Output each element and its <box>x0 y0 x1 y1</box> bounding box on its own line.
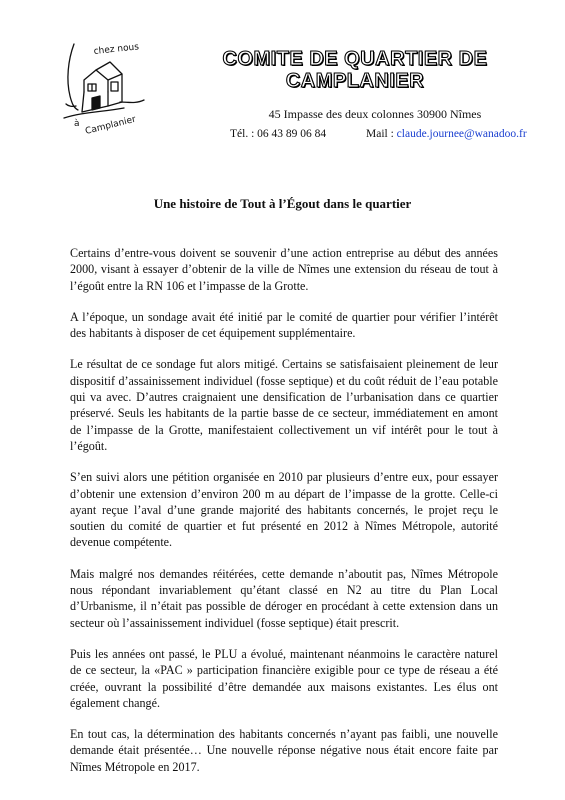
logo-text-bottom-a: à <box>74 119 80 129</box>
paragraph-4: S’en suivi alors une pétition organisée en 2010 par plusieurs d’entre eux, pour essayer d’obtenir une extension d’environ 200 m au départ de l’impasse de la grotte. Celle-ci ayant reçue l’aval d’une grande majorité des habitants concernés, le projet reçu le soutien du comité de quartier et fut présenté en 2012 à Nîmes Métropole, autorité devenue compétente. <box>70 470 498 550</box>
title-line-1: COMITE DE QUARTIER DE <box>222 48 488 70</box>
article-body <box>70 245 498 790</box>
telephone: Tél. : 06 43 89 06 84 <box>230 128 327 140</box>
article-heading: Une histoire de Tout à l’Égout dans le quartier <box>153 196 412 211</box>
mail-link[interactable]: claude.journee@wanadoo.fr <box>396 128 527 140</box>
paragraph-7: En tout cas, la détermination des habitants concernés n’ayant pas faibli, une nouvelle demande était présentée… Une nouvelle réponse négative nous était encore faite par Nîmes Métropole en 2017. <box>70 727 498 774</box>
paragraph-3: Le résultat de ce sondage fut alors mitigé. Certains se satisfaisaient pleinement de leur dispositif d’assainissement individuel (fosse septique) et du coût réduit de l’eau potable qui va avec. D’autres craignaient une densification de l’urbanisation dans ce quartier préservé. Seuls les habitants de la partie basse de ce secteur, immédiatement en amont de l’impasse de la Grotte, manifestaient collectivement un vif intérêt pour le tout à l’égoût. <box>70 357 498 453</box>
paragraph-2: A l’époque, un sondage avait été initié par le comité de quartier pour vérifier l’intérêt des habitants à disposer de cet équipement supplémentaire. <box>70 309 498 341</box>
address: 45 Impasse des deux colonnes 30900 Nîmes <box>268 107 482 121</box>
paragraph-5: Mais malgré nos demandes réitérées, cette demande n’aboutit pas, Nîmes Métropole nous répondant invariablement qu’étant classé en N2 au titre du Plan Local d’Urbanisme, il n’était pas possible de déroger en procédant à cette extension dans un secteur où l’assainissement individuel (fosse septique) était prescrit. <box>70 566 498 630</box>
mail <box>366 128 527 140</box>
house-drawing-icon <box>62 40 152 146</box>
logo <box>62 40 152 146</box>
logo-text-top: chez nous <box>93 42 140 57</box>
page-title <box>170 48 540 92</box>
logo-text-bottom-b: Camplanier <box>84 114 137 137</box>
title-line-2: CAMPLANIER <box>285 70 425 92</box>
mail-label: Mail : <box>366 128 397 140</box>
paragraph-1: Certains d’entre-vous doivent se souvenir d’une action entreprise au début des années 2000, visant à essayer d’obtenir de la ville de Nîmes une extension du réseau de tout à l’égoût entre la RN 106 et l’impasse de la Grotte. <box>70 246 498 293</box>
paragraph-6: Puis les années ont passé, le PLU a évolué, maintenant néanmoins le caractère naturel de ce secteur, la «PAC » participation financière exigible pour ce type de réseau a été créée, ouvrant la possibilité d’être demandée aux maisons existantes. Les élus ont également changé. <box>70 646 498 710</box>
